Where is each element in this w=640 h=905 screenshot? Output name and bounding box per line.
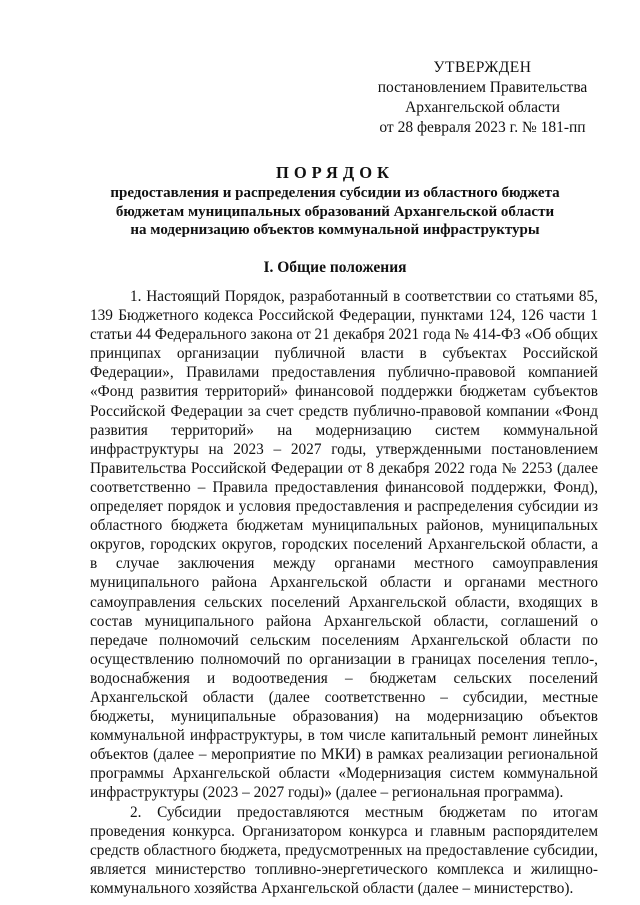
document-title-block bbox=[60, 162, 610, 240]
paragraph-2: 2. Субсидии предоставляются местным бюджетам по итогам проведения конкурса. Организатором конкурса и главным распорядителем средств областного бюджета, предусмотренных на предоставление субсидии, является министерство топливно-энергетического комплекса и жилищно-коммунального хозяйства Архангельской области (далее – министерство). bbox=[90, 803, 598, 897]
approval-line-1: постановлением Правительства bbox=[377, 79, 588, 96]
approval-stamp bbox=[360, 58, 605, 138]
approval-line-2: Архангельской области bbox=[405, 99, 560, 116]
section-heading: I. Общие положения bbox=[263, 259, 407, 276]
subtitle-line-1: предоставления и распределения субсидии из областного бюджета bbox=[110, 185, 560, 201]
subtitle-line-3: на модернизацию объектов коммунальной инфраструктуры bbox=[130, 222, 540, 238]
approval-title: УТВЕРЖДЕН bbox=[433, 59, 532, 76]
document-subtitle bbox=[60, 184, 610, 240]
subtitle-line-2: бюджетам муниципальных образований Архангельской области bbox=[115, 203, 555, 220]
paragraph-1: 1. Настоящий Порядок, разработанный в соответствии со статьями 85, 139 Бюджетного кодекса Российской Федерации, пунктами 124, 126 части 1 статьи 44 Федерального закона от 21 декабря 2021 года № 414-ФЗ «Об общих принципах организации публичной власти в субъектах Российской Федерации», Правилами предоставления публично-правовой компанией «Фонд развития территорий» финансовой поддержки бюджетам субъектов Российской Федерации за счет средств публично-правовой компании «Фонд развития территорий» на модернизацию систем коммунальной инфраструктуры на 2023 – 2027 годы, утвержденными постановлением Правительства Российской Федерации от 8 декабря 2022 года № 2253 (далее соответственно – Правила предоставления финансовой поддержки, Фонд), определяет порядок и условия предоставления и распределения субсидии из областного бюджета бюджетам муниципальных районов, муниципальных округов, городских округов, городских поселений Архангельской области, а в случае заключения между органами местного самоуправления муниципального района Архангельской области и органами местного самоуправления сельских поселений Архангельской области, входящих в состав муниципального района Архангельской области, соглашений о передаче полномочий сельским поселениям Архангельской области по осуществлению полномочий по организации в границах поселения тепло-, водоснабжения и водоотведения – бюджетам сельских поселений Архангельской области (далее соответственно – субсидии, местные бюджеты, муниципальные образования) на модернизацию объектов коммунальной инфраструктуры, в том числе капитальный ремонт линейных объектов (далее – мероприятие по МКИ) в рамках реализации региональной программы Архангельской области «Модернизация систем коммунальной инфраструктуры (2023 – 2027 годы)» (далее – региональная программа). bbox=[90, 288, 598, 802]
approval-line-3: от 28 февраля 2023 г. № 181-пп bbox=[379, 119, 586, 136]
section-body bbox=[90, 287, 598, 898]
document-title: ПОРЯДОК bbox=[276, 163, 394, 182]
